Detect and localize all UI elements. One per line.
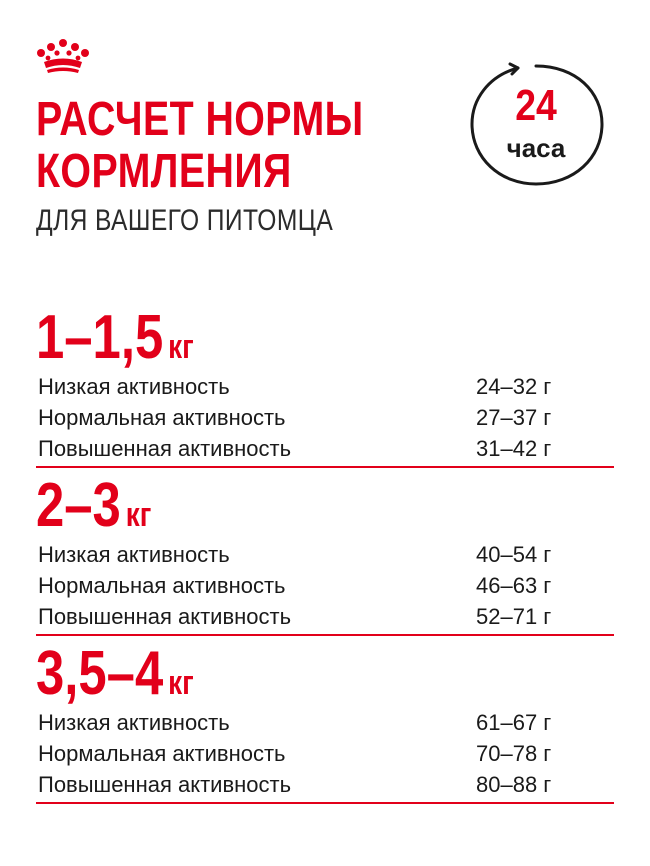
table-row bbox=[36, 433, 614, 464]
section-divider bbox=[36, 466, 614, 468]
weight-heading bbox=[36, 471, 510, 540]
weight-unit: кг bbox=[168, 664, 194, 702]
table-row bbox=[36, 570, 614, 601]
activity-label: Повышенная активность bbox=[38, 436, 292, 461]
portion-value: 27–37 г bbox=[476, 405, 552, 430]
activity-label: Низкая активность bbox=[38, 710, 230, 735]
portion-value: 46–63 г bbox=[476, 573, 552, 598]
table-row bbox=[36, 371, 614, 402]
portion-value: 80–88 г bbox=[476, 772, 552, 797]
weight-unit: кг bbox=[168, 328, 194, 366]
table-row bbox=[36, 738, 614, 769]
section-divider bbox=[36, 634, 614, 636]
portion-value: 61–67 г bbox=[476, 710, 552, 735]
crown-icon bbox=[34, 38, 92, 74]
badge-unit: часа bbox=[506, 133, 566, 163]
weight-section bbox=[36, 303, 614, 464]
portion-value: 40–54 г bbox=[476, 542, 552, 567]
daily-badge bbox=[466, 62, 606, 188]
table-row bbox=[36, 601, 614, 632]
page-title bbox=[36, 94, 364, 198]
page-subtitle: ДЛЯ ВАШЕГО ПИТОМЦА bbox=[36, 204, 334, 237]
weight-heading bbox=[36, 639, 510, 708]
weight-value: 3,5–4 bbox=[36, 639, 164, 708]
weight-value: 1–1,5 bbox=[36, 303, 164, 372]
activity-label: Нормальная активность bbox=[38, 573, 286, 598]
title-line-2: КОРМЛЕНИЯ bbox=[36, 145, 292, 198]
weight-unit: кг bbox=[125, 496, 152, 534]
portion-value: 31–42 г bbox=[476, 436, 552, 461]
activity-label: Повышенная активность bbox=[38, 772, 292, 797]
badge-number: 24 bbox=[515, 81, 557, 130]
weight-section bbox=[36, 471, 614, 632]
table-row bbox=[36, 707, 614, 738]
portion-value: 24–32 г bbox=[476, 374, 552, 399]
activity-label: Низкая активность bbox=[38, 374, 230, 399]
portion-value: 52–71 г bbox=[476, 604, 552, 629]
activity-label: Повышенная активность bbox=[38, 604, 292, 629]
title-line-1: РАСЧЕТ НОРМЫ bbox=[36, 93, 364, 146]
table-row bbox=[36, 769, 614, 800]
activity-label: Нормальная активность bbox=[38, 741, 286, 766]
activity-label: Низкая активность bbox=[38, 542, 230, 567]
table-row bbox=[36, 539, 614, 570]
weight-section bbox=[36, 639, 614, 800]
activity-label: Нормальная активность bbox=[38, 405, 286, 430]
portion-value: 70–78 г bbox=[476, 741, 552, 766]
weight-heading bbox=[36, 303, 510, 372]
section-divider bbox=[36, 802, 614, 804]
table-row bbox=[36, 402, 614, 433]
weight-value: 2–3 bbox=[36, 471, 121, 540]
